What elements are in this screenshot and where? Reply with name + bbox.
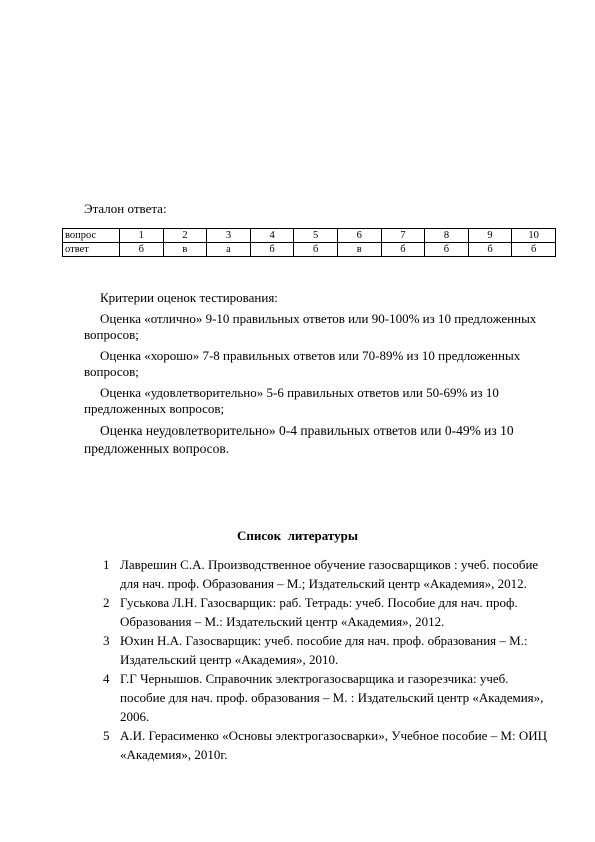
literature-list: [100, 555, 550, 764]
question-number-cell: 8: [425, 229, 469, 243]
literature-item: [100, 593, 550, 631]
answer-cell: б: [425, 243, 469, 257]
grade-satisfactory: Оценка «удовлетворительно» 5-6 правильных ответов или 50-69% из 10 предложенных вопросов;: [84, 385, 499, 416]
answer-cell: а: [207, 243, 251, 257]
answer-cell: в: [337, 243, 381, 257]
question-number-cell: 4: [250, 229, 294, 243]
question-number-cell: 1: [120, 229, 164, 243]
literature-item-text: Лаврешин С.А. Производственное обучение газосварщиков : учеб. пособие для нач. проф. Образования – М.; Издательский центр «Академия», 2012.: [120, 557, 539, 591]
literature-item-text: Юхин Н.А. Газосварщик: учеб. пособие для нач. проф. образования – М.: Издательский центр «Академия», 2010.: [120, 633, 528, 667]
literature-item-text: Гуськова Л.Н. Газосварщик: раб. Тетрадь: учеб. Пособие для нач. проф. Образования – М.: Издательский центр «Академия», 2012.: [120, 595, 518, 629]
answer-cell: б: [120, 243, 164, 257]
literature-item: [100, 669, 550, 726]
answer-cell: б: [250, 243, 294, 257]
grade-good: Оценка «хорошо» 7-8 правильных ответов или 70-89% из 10 предложенных вопросов;: [84, 348, 521, 379]
answer-cell: б: [512, 243, 556, 257]
question-number-cell: 3: [207, 229, 251, 243]
question-number-cell: 9: [468, 229, 512, 243]
question-number-cell: 6: [337, 229, 381, 243]
question-number-cell: 5: [294, 229, 338, 243]
question-number-cell: 10: [512, 229, 556, 243]
question-row-label: вопрос: [63, 229, 120, 243]
literature-item: [100, 631, 550, 669]
literature-item-number: 2: [103, 595, 110, 610]
answer-cell: б: [381, 243, 425, 257]
answer-cell: б: [468, 243, 512, 257]
criteria-heading: Критерии оценок тестирования:: [100, 290, 278, 305]
literature-item: [100, 555, 550, 593]
literature-item: [100, 726, 550, 764]
grade-unsatisfactory: Оценка неудовлетворительно» 0-4 правильных ответов или 0-49% из 10 предложенных вопросов.: [84, 423, 514, 456]
literature-item-number: 4: [103, 671, 110, 686]
literature-item-number: 5: [103, 728, 110, 743]
literature-item-number: 1: [103, 557, 110, 572]
question-number-cell: 2: [163, 229, 207, 243]
literature-item-text: Г.Г Чернышов. Справочник электрогазосварщика и газорезчика: учеб. пособие для нач. проф. образования – М. : Издательский центр «Академия», 2006.: [120, 671, 544, 724]
answer-key-title: Эталон ответа:: [84, 201, 167, 216]
answer-cell: б: [294, 243, 338, 257]
answer-row: [63, 243, 556, 257]
grade-excellent: Оценка «отлично» 9-10 правильных ответов или 90-100% из 10 предложенных вопросов;: [84, 311, 537, 342]
answer-key-table: [62, 228, 556, 257]
question-number-cell: 7: [381, 229, 425, 243]
grading-criteria: [84, 290, 554, 463]
literature-item-number: 3: [103, 633, 110, 648]
literature-item-text: А.И. Герасименко «Основы электрогазосварки», Учебное пособие – М: ОИЦ «Академия», 2010г.: [120, 728, 548, 762]
answer-cell: в: [163, 243, 207, 257]
question-row: [63, 229, 556, 243]
answer-row-label: ответ: [63, 243, 120, 257]
literature-title: Список литературы: [236, 528, 359, 543]
